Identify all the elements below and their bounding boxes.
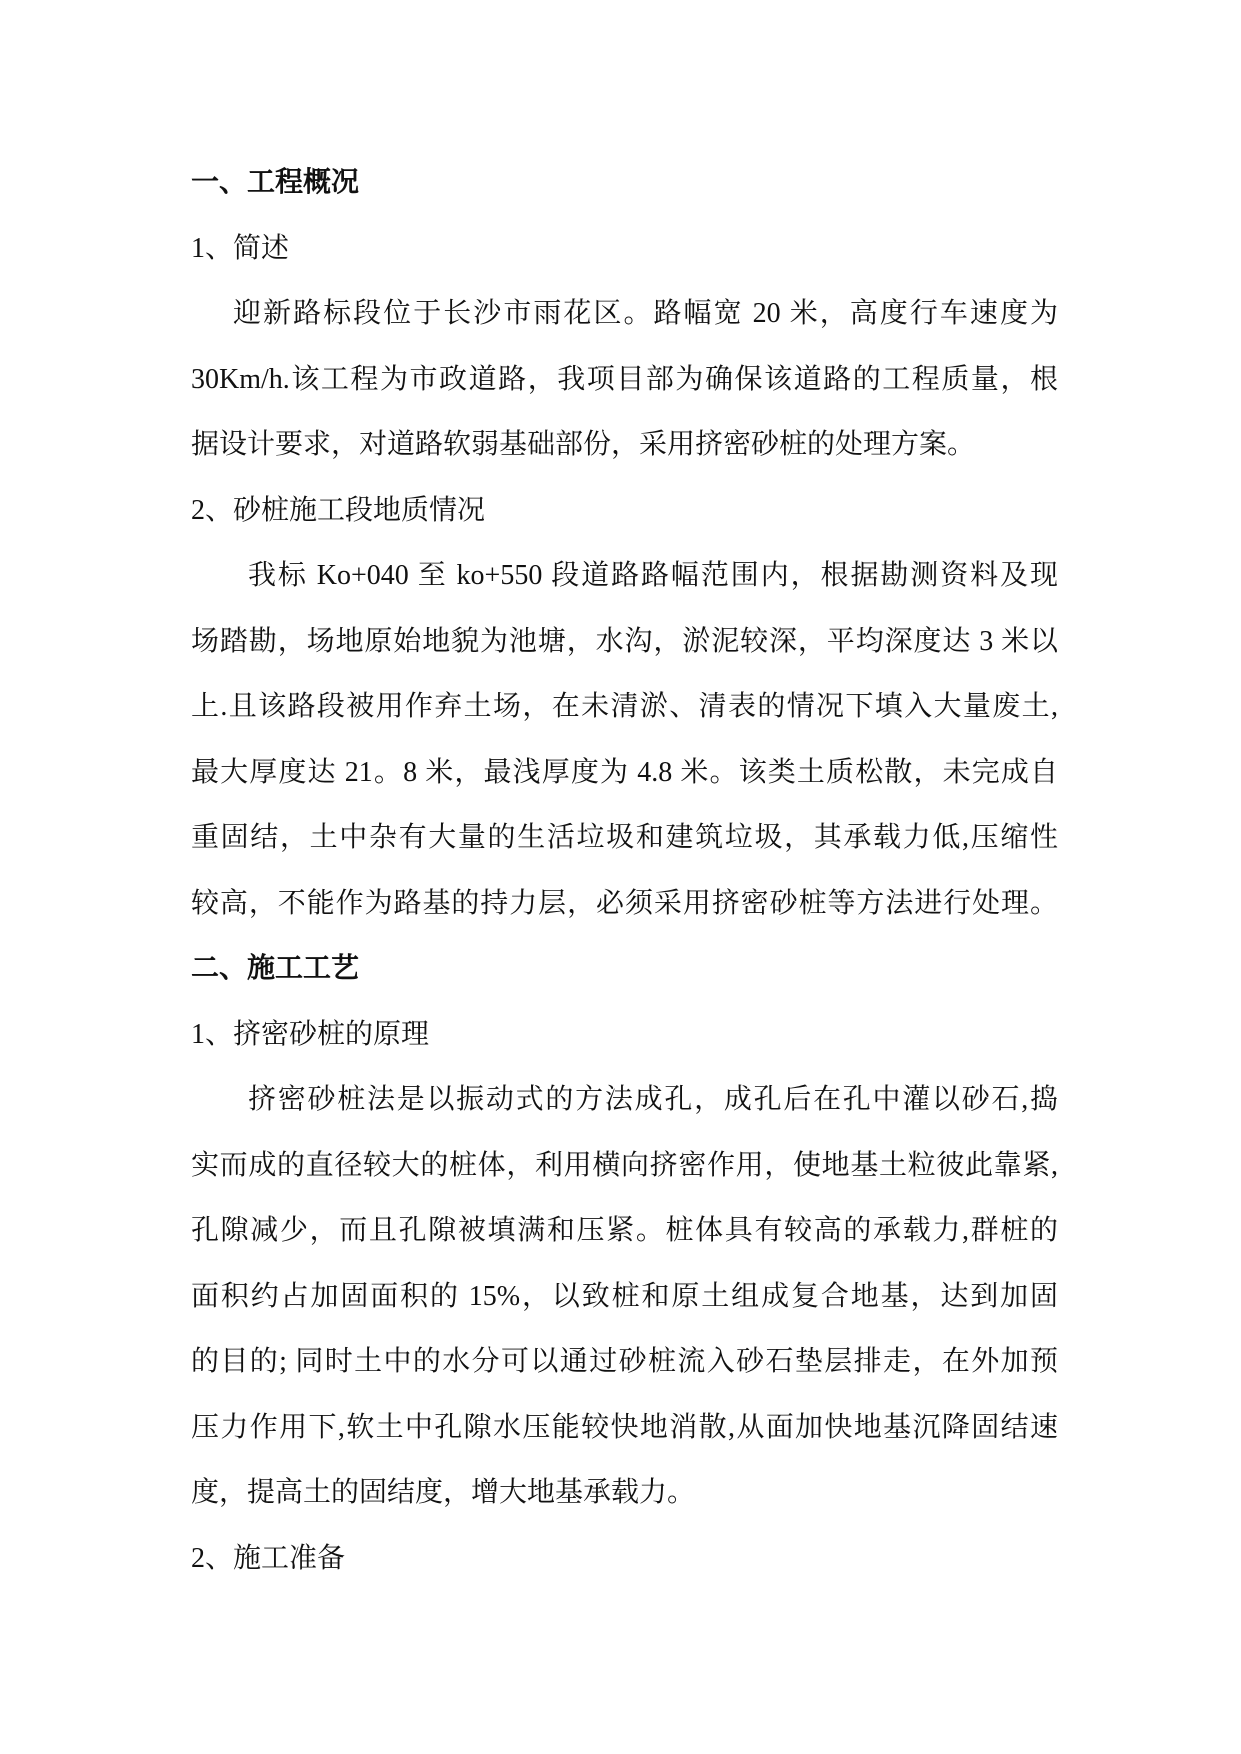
section-construction-process <box>191 936 1058 1591</box>
paragraph-line: 的目的; 同时土中的水分可以通过砂桩流入砂石垫层排走，在外加预 <box>191 1346 1058 1377</box>
subsection-title: 2、施工准备 <box>191 1542 346 1574</box>
paragraph-line: 压力作用下,软土中孔隙水压能较快地消散,从面加快地基沉降固结速 <box>191 1411 1058 1443</box>
paragraph-line: 迎新路标段位于长沙市雨花区。路幅宽 20 米，高度行车速度为 <box>233 298 1058 329</box>
paragraph-line: 我标 Ko+040 至 ko+550 段道路路幅范围内，根据勘测资料及现 <box>248 560 1058 591</box>
subsection-title: 1、简述 <box>191 232 290 264</box>
paragraph-line: 度，提高土的固结度，增大地基承载力。 <box>191 1477 696 1508</box>
paragraph <box>191 1067 1058 1526</box>
subsection-summary <box>191 216 1058 478</box>
paragraph-line: 挤密砂桩法是以振动式的方法成孔，成孔后在孔中灌以砂石,捣 <box>248 1084 1058 1115</box>
section-heading: 二、施工工艺 <box>191 953 360 984</box>
section-project-overview <box>191 150 1058 936</box>
paragraph-line: 上.且该路段被用作弃土场，在未清淤、清表的情况下填入大量废土, <box>191 691 1058 722</box>
paragraph-line: 孔隙减少，而且孔隙被填满和压紧。桩体具有较高的承载力,群桩的 <box>191 1215 1058 1246</box>
paragraph-line: 30Km/h.该工程为市政道路，我项目部为确保该道路的工程质量，根 <box>191 363 1058 395</box>
subsection-title: 2、砂桩施工段地质情况 <box>191 494 486 526</box>
paragraph-line: 最大厚度达 21。8 米，最浅厚度为 4.8 米。该类土质松散，未完成自 <box>191 756 1058 788</box>
paragraph-line: 较高，不能作为路基的持力层，必须采用挤密砂桩等方法进行处理。 <box>191 887 1058 919</box>
section-heading: 一、工程概况 <box>191 167 360 198</box>
paragraph-line: 面积约占加固面积的 15%，以致桩和原土组成复合地基，达到加固 <box>191 1280 1058 1312</box>
paragraph-line: 实而成的直径较大的桩体，利用横向挤密作用，使地基土粒彼此靠紧, <box>191 1149 1058 1181</box>
subsection-title: 1、挤密砂桩的原理 <box>191 1018 430 1050</box>
paragraph <box>191 543 1058 936</box>
paragraph-line: 重固结，土中杂有大量的生活垃圾和建筑垃圾，其承载力低,压缩性 <box>191 822 1058 853</box>
paragraph-line: 场踏勘，场地原始地貌为池塘，水沟，淤泥较深，平均深度达 3 米以 <box>191 625 1058 657</box>
paragraph-line: 据设计要求，对道路软弱基础部份，采用挤密砂桩的处理方案。 <box>191 429 976 460</box>
subsection-geology <box>191 478 1058 937</box>
paragraph <box>191 281 1058 478</box>
subsection-principle <box>191 1002 1058 1526</box>
subsection-preparation <box>191 1526 1058 1592</box>
document-page <box>191 150 1058 1591</box>
